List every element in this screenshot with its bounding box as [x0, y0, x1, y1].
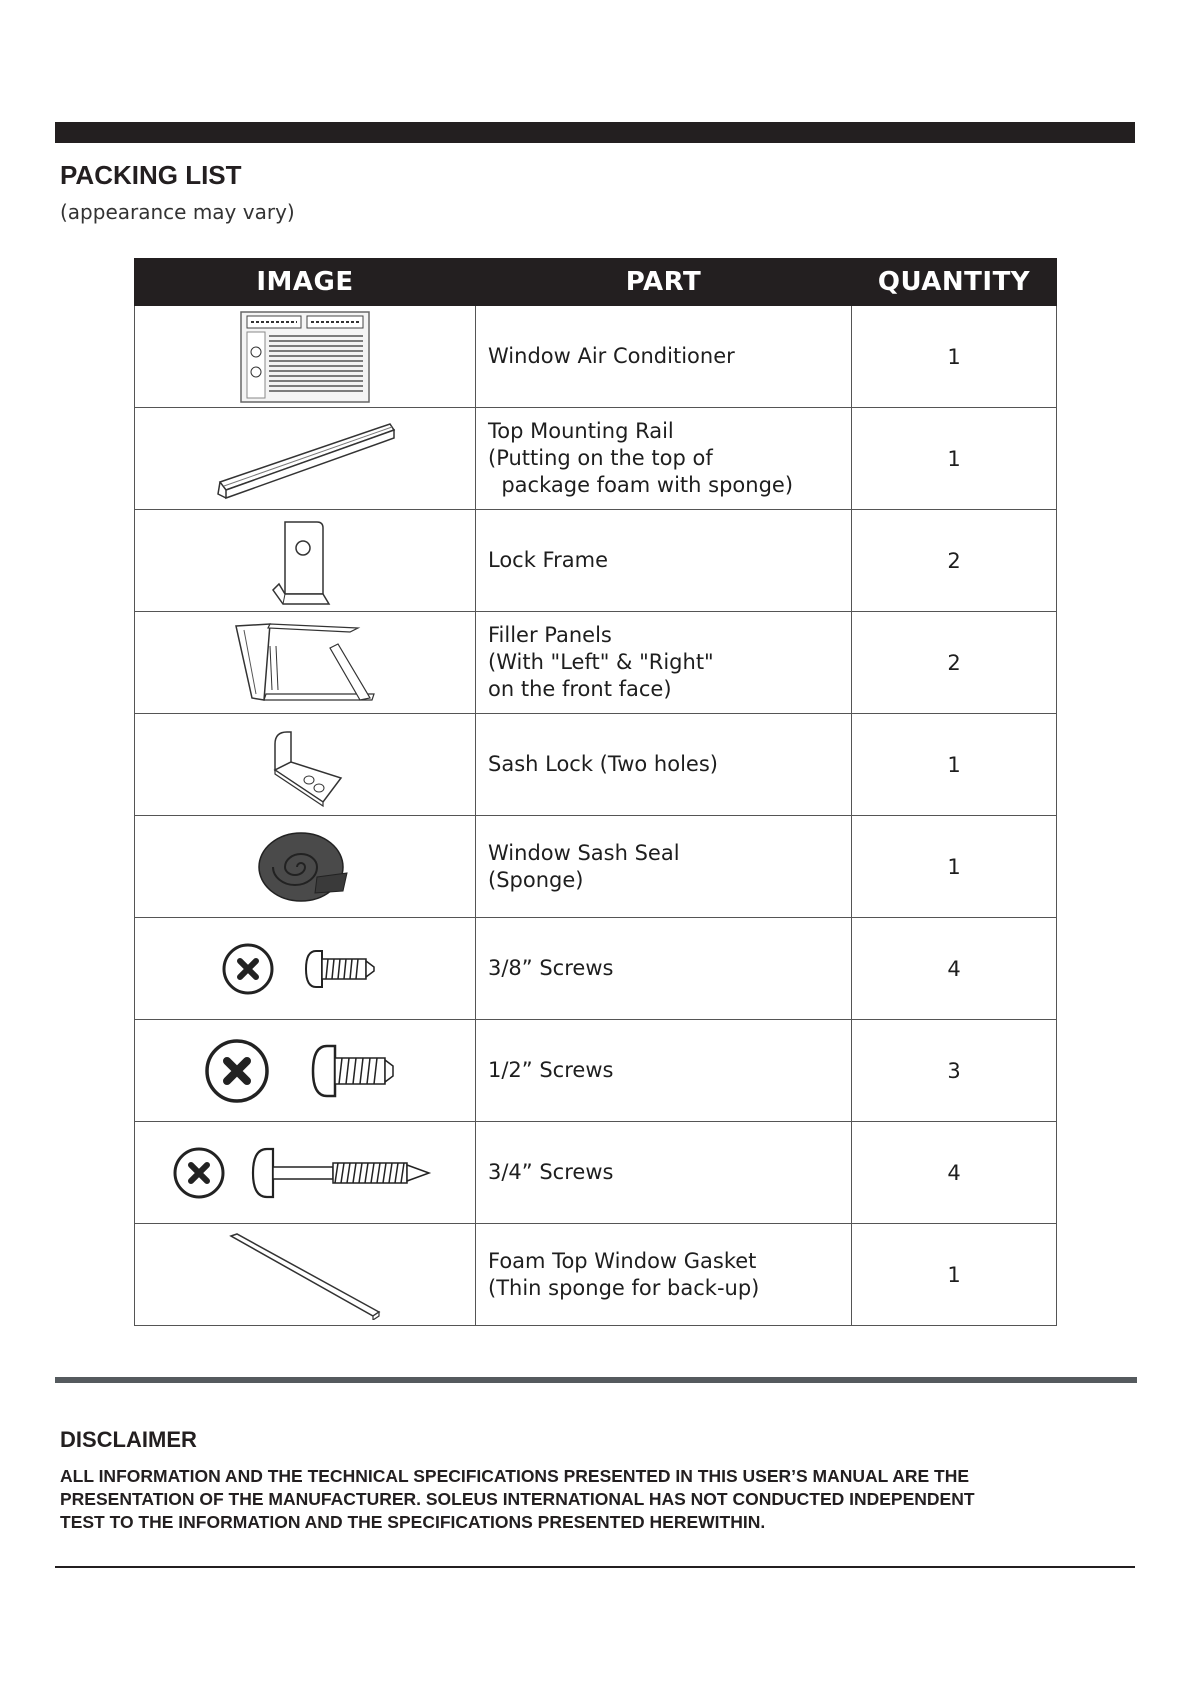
disclaimer-title: DISCLAIMER	[60, 1427, 197, 1452]
screw-medium-icon	[205, 1036, 405, 1106]
screw-small-icon	[220, 939, 390, 999]
column-header-image: IMAGE	[135, 259, 476, 306]
part-cell	[476, 918, 852, 1020]
table-row	[135, 408, 1057, 510]
part-name: Filler Panels	[488, 623, 612, 647]
part-note: package foam with sponge)	[488, 473, 794, 497]
disclaimer-text	[60, 1465, 1140, 1534]
image-cell	[135, 408, 476, 510]
image-cell	[135, 714, 476, 816]
part-name: Lock Frame	[488, 548, 608, 572]
table-row	[135, 1122, 1057, 1224]
page-title: PACKING LIST	[60, 160, 242, 190]
part-name: Window Sash Seal	[488, 840, 680, 865]
disclaimer-line: PRESENTATION OF THE MANUFACTURER. SOLEUS INTERNATIONAL HAS NOT CONDUCTED INDEPENDENT	[60, 1489, 975, 1509]
part-note: (Putting on the top of	[488, 446, 713, 470]
table-header-row	[135, 259, 1057, 306]
part-name: Top Mounting Rail	[488, 419, 674, 443]
image-cell	[135, 816, 476, 918]
part-note: (Sponge)	[488, 867, 584, 892]
part-note: (Thin sponge for back-up)	[488, 1275, 760, 1300]
table-row	[135, 816, 1057, 918]
image-cell	[135, 1020, 476, 1122]
mounting-rail-icon	[210, 414, 400, 504]
table-row	[135, 1224, 1057, 1326]
part-note: (With "Left" & "Right"	[488, 650, 714, 674]
part-name: Sash Lock (Two holes)	[488, 752, 718, 776]
section-divider	[55, 1377, 1137, 1383]
sash-lock-icon	[263, 722, 347, 808]
part-cell	[476, 306, 852, 408]
table-row	[135, 510, 1057, 612]
image-cell	[135, 510, 476, 612]
image-cell	[135, 1122, 476, 1224]
part-cell	[476, 1122, 852, 1224]
table-row	[135, 306, 1057, 408]
screw-long-icon	[173, 1143, 437, 1203]
table-row	[135, 714, 1057, 816]
part-cell	[476, 408, 852, 510]
table-row	[135, 1020, 1057, 1122]
sponge-seal-icon	[255, 827, 355, 907]
part-name: 1/2” Screws	[488, 1058, 614, 1082]
part-cell	[476, 714, 852, 816]
packing-list-table	[134, 258, 1057, 1326]
lock-frame-icon	[265, 514, 345, 608]
part-name: 3/4” Screws	[488, 1160, 614, 1184]
quantity-cell: 1	[852, 816, 1057, 918]
quantity-cell: 1	[852, 1224, 1057, 1326]
header-bar	[55, 122, 1135, 143]
page-subtitle: (appearance may vary)	[60, 200, 295, 224]
quantity-cell: 2	[852, 612, 1057, 714]
part-cell	[476, 1020, 852, 1122]
image-cell	[135, 306, 476, 408]
image-cell	[135, 1224, 476, 1326]
part-name: Window Air Conditioner	[488, 344, 735, 368]
quantity-cell: 2	[852, 510, 1057, 612]
part-cell	[476, 612, 852, 714]
quantity-cell: 1	[852, 714, 1057, 816]
table-row	[135, 918, 1057, 1020]
window-air-conditioner-icon	[239, 310, 371, 404]
quantity-cell: 1	[852, 306, 1057, 408]
image-cell	[135, 918, 476, 1020]
quantity-cell: 4	[852, 918, 1057, 1020]
foam-gasket-icon	[225, 1230, 385, 1320]
image-cell	[135, 612, 476, 714]
disclaimer-line: ALL INFORMATION AND THE TECHNICAL SPECIFICATIONS PRESENTED IN THIS USER’S MANUAL ARE THE	[60, 1466, 970, 1486]
part-name: 3/8” Screws	[488, 956, 614, 980]
column-header-part: PART	[476, 259, 852, 306]
filler-panels-icon	[230, 618, 380, 708]
quantity-cell: 3	[852, 1020, 1057, 1122]
part-name: Foam Top Window Gasket	[488, 1248, 757, 1273]
column-header-quantity: QUANTITY	[852, 259, 1057, 306]
part-cell	[476, 1224, 852, 1326]
footer-divider	[55, 1566, 1135, 1568]
part-cell	[476, 510, 852, 612]
quantity-cell: 1	[852, 408, 1057, 510]
disclaimer-line: TEST TO THE INFORMATION AND THE SPECIFICATIONS PRESENTED HEREWITHIN.	[60, 1512, 766, 1532]
part-note: on the front face)	[488, 677, 672, 701]
quantity-cell: 4	[852, 1122, 1057, 1224]
part-cell	[476, 816, 852, 918]
table-row	[135, 612, 1057, 714]
